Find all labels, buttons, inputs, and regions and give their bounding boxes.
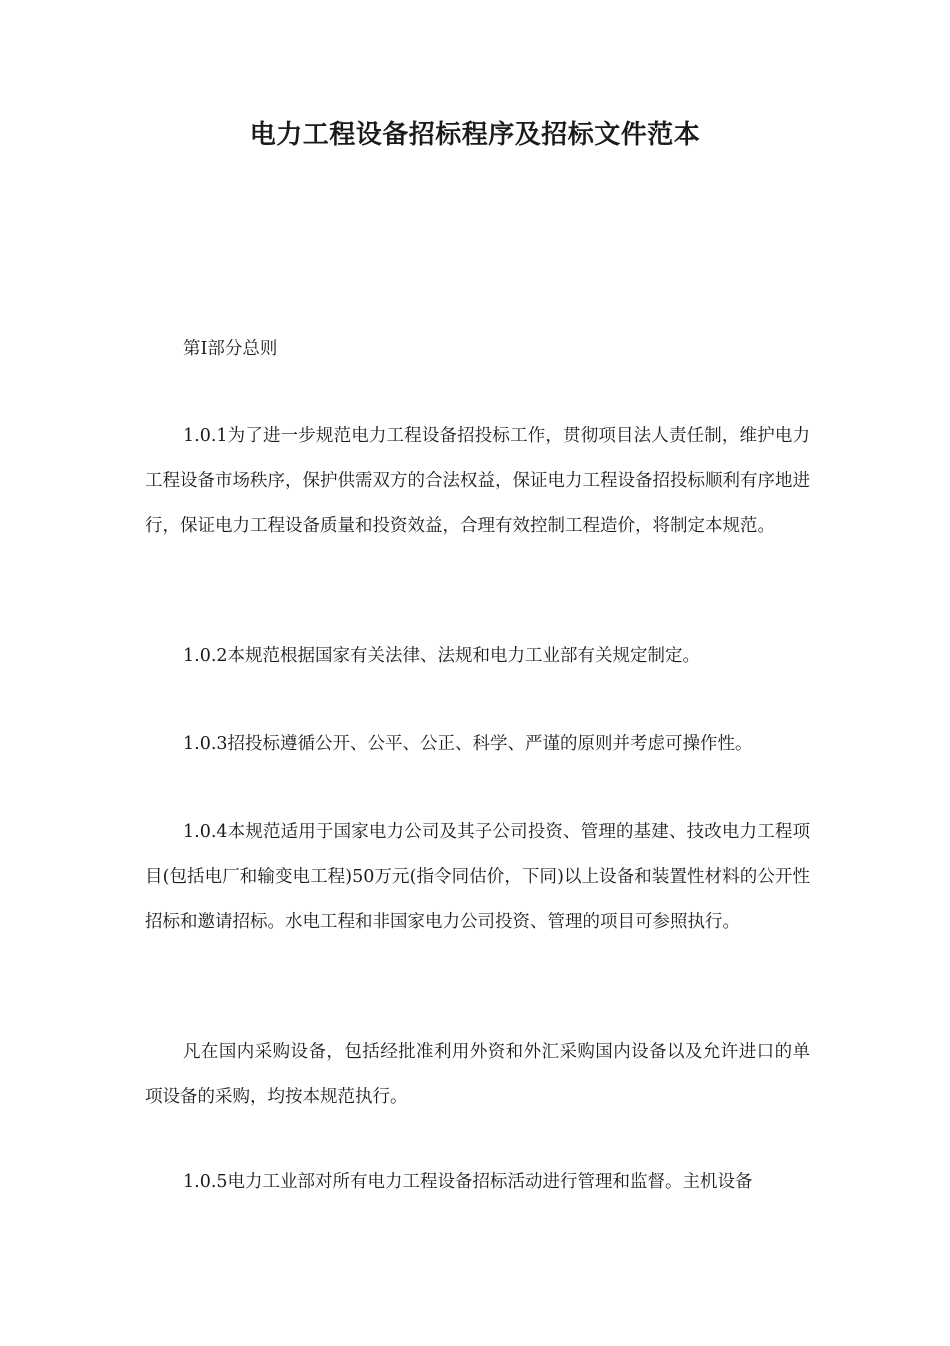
document-title: 电力工程设备招标程序及招标文件范本	[249, 120, 701, 150]
paragraph-domestic-procurement: 凡在国内采购设备，包括经批准利用外资和外汇采购国内设备以及允许进口的单项设备的采购，均按本规范执行。	[145, 1042, 810, 1107]
paragraph-1-0-1: 1.0.1为了进一步规范电力工程设备招投标工作，贯彻项目法人责任制，维护电力工程设备市场秩序，保护供需双方的合法权益，保证电力工程设备招投标顺利有序地进行，保证电力工程设备质量和投资效益，合理有效控制工程造价，将制定本规范。	[145, 426, 810, 536]
section-heading: 第I部分总则	[183, 339, 278, 359]
paragraph-1-0-5: 1.0.5电力工业部对所有电力工程设备招标活动进行管理和监督。主机设备	[183, 1172, 753, 1192]
paragraph-1-0-3: 1.0.3招投标遵循公开、公平、公正、科学、严谨的原则并考虑可操作性。	[183, 734, 753, 754]
paragraph-1-0-4: 1.0.4本规范适用于国家电力公司及其子公司投资、管理的基建、技改电力工程项目(包括电厂和输变电工程)50万元(指令同估价，下同)以上设备和装置性材料的公开性招标和邀请招标。水电工程和非国家电力公司投资、管理的项目可参照执行。	[145, 822, 810, 932]
paragraph-1-0-2: 1.0.2本规范根据国家有关法律、法规和电力工业部有关规定制定。	[183, 646, 701, 666]
